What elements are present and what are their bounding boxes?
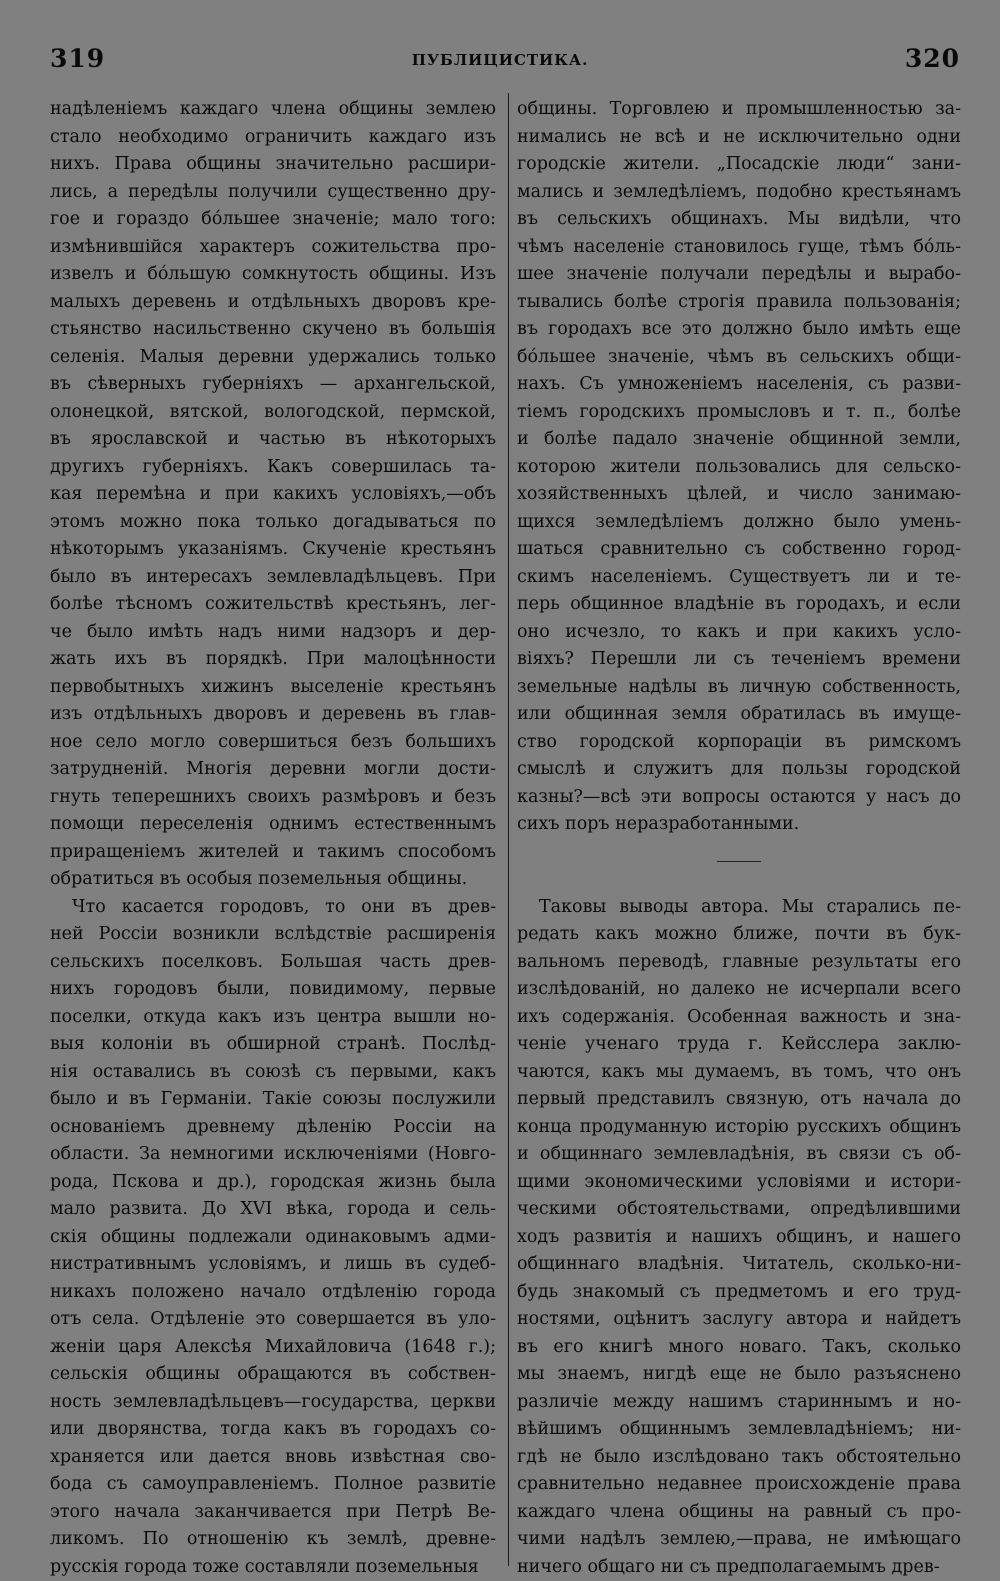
- text-line: ихъ содержанія. Особенная важность и зна-: [517, 1004, 961, 1032]
- text-line: щими экономическими условіями и истори-: [517, 1169, 961, 1197]
- text-line: будь знакомый съ предметомъ и его труд-: [517, 1279, 961, 1307]
- text-line: приращеніемъ жителей и такимъ способомъ: [50, 839, 496, 867]
- text-line: изъ отдѣльныхъ дворовъ и деревень въ глав-: [50, 701, 496, 729]
- text-line: земельные надѣлы въ личную собственность,: [517, 674, 961, 702]
- text-line: городскіе жители. „Посадскіе люди“ зани-: [517, 151, 961, 179]
- text-line: затрудненій. Многія деревни могли дости-: [50, 756, 496, 784]
- text-line: каждаго члена общины на равный съ про-: [517, 1499, 961, 1527]
- text-line: и общиннаго землевладѣнія, въ связи съ об-: [517, 1141, 961, 1169]
- text-line: смыслѣ и служитъ для пользы городской: [517, 756, 961, 784]
- text-line: Таковы выводы автора. Мы старались пе-: [517, 894, 961, 922]
- right-column: [517, 96, 961, 1581]
- text-line: віяхъ? Перешли ли съ теченіемъ времени: [517, 646, 961, 674]
- text-line: сравнительно недавнее происхожденіе права: [517, 1471, 961, 1499]
- text-line: бода съ самоуправленіемъ. Полное развитіе: [50, 1471, 496, 1499]
- right-column-bottom-text: [517, 894, 961, 1581]
- text-line: ходъ развитія и нашихъ общинъ, и нашего: [517, 1224, 961, 1252]
- page-header: [0, 44, 1000, 84]
- text-line: нихъ. Права общины значительно расшири-: [50, 151, 496, 179]
- text-line: въ ярославской и частью въ нѣкоторыхъ: [50, 426, 496, 454]
- text-line: щихся земледѣліемъ должно было умень-: [517, 509, 961, 537]
- text-line: ничего общаго ни съ предполагаемымъ древ-: [517, 1554, 961, 1581]
- text-line: было въ интересахъ землевладѣльцевъ. При: [50, 564, 496, 592]
- text-line: малыхъ деревень и отдѣльныхъ дворовъ кре-: [50, 289, 496, 317]
- text-line: перь общинное владѣніе въ городахъ, и если: [517, 591, 961, 619]
- text-line: общины. Торговлею и промышленностью за-: [517, 96, 961, 124]
- text-line: редать какъ можно ближе, почти въ бук-: [517, 921, 961, 949]
- text-line: лись, а передѣлы получили существенно дру-: [50, 179, 496, 207]
- text-line: извелъ и бо́льшую сомкнутость общины. Изъ: [50, 261, 496, 289]
- text-line: стьянство насильственно скучено въ большія: [50, 316, 496, 344]
- text-line: первобытныхъ хижинъ выселеніе крестьянъ: [50, 674, 496, 702]
- text-line: было и въ Германіи. Такіе союзы послужили: [50, 1086, 496, 1114]
- text-line: сельскихъ поселковъ. Большая часть древ-: [50, 949, 496, 977]
- text-line: стало необходимо ограничить каждаго изъ: [50, 124, 496, 152]
- page-number-right: 320: [905, 44, 960, 73]
- text-line: сельскія общины обращаются въ собствен-: [50, 1361, 496, 1389]
- text-line: болѣе тѣсномъ сожительствѣ крестьянъ, лег-: [50, 591, 496, 619]
- text-line: этомъ можно пока только догадываться по: [50, 509, 496, 537]
- text-line: первый представилъ связную, отъ начала до: [517, 1086, 961, 1114]
- column-divider-rule: [508, 93, 509, 1566]
- text-line: нимались не всѣ и не исключительно одни: [517, 124, 961, 152]
- text-line: которою жители пользовались для сельско-: [517, 454, 961, 482]
- text-line: или дворянства, тогда какъ въ городахъ со-: [50, 1416, 496, 1444]
- text-line: оно исчезло, то какъ и при какихъ усло-: [517, 619, 961, 647]
- text-line: храняется или дается вновь извѣстная сво-: [50, 1444, 496, 1472]
- text-line: никахъ положено начало отдѣленію города: [50, 1279, 496, 1307]
- text-line: выя колоніи въ обширной странѣ. Послѣд-: [50, 1031, 496, 1059]
- text-line: основаніемъ древнему дѣленію Россіи на: [50, 1114, 496, 1142]
- text-line: конца продуманную исторію русскихъ общинъ: [517, 1114, 961, 1142]
- text-line: тіемъ городскихъ промысловъ и т. п., болѣе: [517, 399, 961, 427]
- text-line: чими надѣлъ землею,—права, не имѣющаго: [517, 1526, 961, 1554]
- text-line: мы знаемъ, нигдѣ еще не было разъяснено: [517, 1361, 961, 1389]
- text-line: надѣленіемъ каждаго члена общины землею: [50, 96, 496, 124]
- text-line: измѣнившійся характеръ сожительства про-: [50, 234, 496, 262]
- text-line: скимъ населеніемъ. Существуетъ ли и те-: [517, 564, 961, 592]
- text-line: помощи переселенія однимъ естественнымъ: [50, 811, 496, 839]
- text-line: нахъ. Съ умноженіемъ населенія, съ разви-: [517, 371, 961, 399]
- text-line: че было имѣть надъ ними надзоръ и дер-: [50, 619, 496, 647]
- text-line: ностями, оцѣнитъ заслугу автора и найдетъ: [517, 1306, 961, 1334]
- text-line: ликомъ. По отношенію къ землѣ, древне-: [50, 1526, 496, 1554]
- text-line: сихъ поръ неразработанными.: [517, 811, 961, 839]
- text-line: ное село могло совершиться безъ большихъ: [50, 729, 496, 757]
- text-line: вальномъ переводѣ, главные результаты его: [517, 949, 961, 977]
- text-line: и болѣе падало значеніе общинной земли,: [517, 426, 961, 454]
- section-divider-dash: [717, 861, 761, 862]
- text-line: области. За немногими исключеніями (Новго-: [50, 1141, 496, 1169]
- text-line: нія оставались въ союзѣ съ первыми, какъ: [50, 1059, 496, 1087]
- text-line: общиннаго владѣнія. Читатель, сколько-ни-: [517, 1251, 961, 1279]
- text-line: шаться сравнительно съ собственно город-: [517, 536, 961, 564]
- text-line: селенія. Малыя деревни удержались только: [50, 344, 496, 372]
- text-line: женіи царя Алексѣя Михайловича (1648 г.);: [50, 1334, 496, 1362]
- running-title: ПУБЛИЦИСТИКА.: [0, 51, 1000, 69]
- section-divider: [517, 839, 961, 894]
- text-line: рода, Пскова и др.), городская жизнь была: [50, 1169, 496, 1197]
- text-line: мало развита. До XVI вѣка, города и сель-: [50, 1196, 496, 1224]
- text-line: изслѣдованій, но далеко не исчерпали всего: [517, 976, 961, 1004]
- text-line: чаются, какъ мы думаемъ, въ томъ, что онъ: [517, 1059, 961, 1087]
- text-line: Что касается городовъ, то они въ древ-: [50, 894, 496, 922]
- text-line: нистративнымъ условіямъ, и лишь въ судеб-: [50, 1251, 496, 1279]
- text-line: ченіе ученаго труда г. Кейсслера заклю-: [517, 1031, 961, 1059]
- text-line: поселки, откуда какъ изъ центра вышли но-: [50, 1004, 496, 1032]
- page-number-left: 319: [50, 44, 105, 73]
- text-line: ность землевладѣльцевъ—государства, церкви: [50, 1389, 496, 1417]
- right-column-top-text: [517, 96, 961, 839]
- text-line: въ сельскихъ общинахъ. Мы видѣли, что: [517, 206, 961, 234]
- text-line: въ сѣверныхъ губерніяхъ — архангельской,: [50, 371, 496, 399]
- text-line: мались и земледѣліемъ, подобно крестьянамъ: [517, 179, 961, 207]
- text-line: нихъ городовъ были, повидимому, первые: [50, 976, 496, 1004]
- text-line: казны?—всѣ эти вопросы остаются у насъ до: [517, 784, 961, 812]
- text-line: обратиться въ особыя поземельныя общины.: [50, 866, 496, 894]
- text-line: гое и гораздо бо́льшее значеніе; мало того:: [50, 206, 496, 234]
- text-line: гдѣ не было изслѣдовано такъ обстоятельно: [517, 1444, 961, 1472]
- text-line: бо́льшее значеніе, чѣмъ въ сельскихъ общи-: [517, 344, 961, 372]
- text-line: въ его книгѣ много новаго. Такъ, сколько: [517, 1334, 961, 1362]
- text-line: этого начала заканчивается при Петрѣ Ве-: [50, 1499, 496, 1527]
- text-line: или общинная земля обратилась въ имуще-: [517, 701, 961, 729]
- text-line: различіе между нашимъ стариннымъ и но-: [517, 1389, 961, 1417]
- text-line: скія общины подлежали одинаковымъ адми-: [50, 1224, 496, 1252]
- text-line: въ городахъ все это должно было имѣть еще: [517, 316, 961, 344]
- text-line: ней Россіи возникли вслѣдствіе расширенія: [50, 921, 496, 949]
- text-line: ство городской корпораціи въ римскомъ: [517, 729, 961, 757]
- text-line: гнуть теперешнихъ своихъ размѣровъ и безъ: [50, 784, 496, 812]
- text-line: чѣмъ населеніе становилось гуще, тѣмъ бо́ль-: [517, 234, 961, 262]
- text-line: нѣкоторымъ указаніямъ. Скученіе крестьянъ: [50, 536, 496, 564]
- text-line: жать ихъ въ порядкѣ. При малоцѣнности: [50, 646, 496, 674]
- text-line: другихъ губерніяхъ. Какъ совершилась та-: [50, 454, 496, 482]
- text-line: олонецкой, вятской, вологодской, пермской,: [50, 399, 496, 427]
- text-line: отъ села. Отдѣленіе это совершается въ уло-: [50, 1306, 496, 1334]
- text-line: ческими обстоятельствами, опредѣлившими: [517, 1196, 961, 1224]
- text-line: вѣйшимъ общиннымъ землевладѣніемъ; ни-: [517, 1416, 961, 1444]
- text-line: кая перемѣна и при какихъ условіяхъ,—объ: [50, 481, 496, 509]
- text-line: хозяйственныхъ цѣлей, и число занимаю-: [517, 481, 961, 509]
- text-line: русскія города тоже составляли поземельныя: [50, 1554, 496, 1581]
- text-line: шее значеніе получали передѣлы и вырабо-: [517, 261, 961, 289]
- left-column: [50, 96, 496, 1581]
- text-line: тывались болѣе строгія правила пользованія;: [517, 289, 961, 317]
